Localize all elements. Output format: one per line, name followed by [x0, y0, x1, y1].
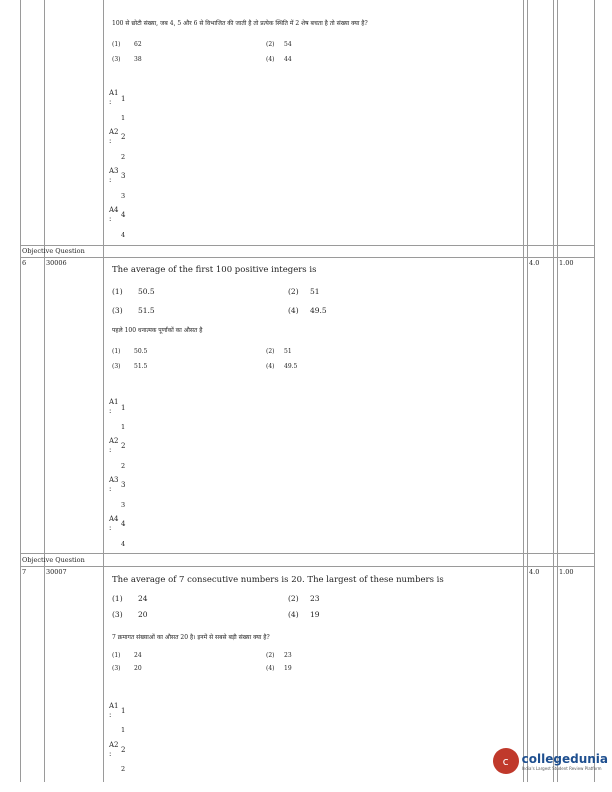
q6-answer-1-value: 1 — [121, 423, 126, 431]
option-number: (2) — [266, 348, 275, 355]
q6-answer-3-value: 3 — [121, 501, 126, 509]
option-number: (3) — [112, 665, 121, 672]
q7-answer-1-num: 1 — [121, 707, 126, 715]
option-value: 23 — [284, 652, 292, 659]
q7-answer-2-num: 2 — [121, 746, 126, 754]
option-number: (3) — [112, 306, 123, 315]
row-divider-q6-start — [20, 257, 594, 258]
q5-option-4 — [266, 56, 292, 63]
q7-answer-1-value: 1 — [121, 726, 126, 734]
q6-answer-4-colon: : — [109, 524, 112, 532]
q7-option-hi-1 — [112, 652, 142, 659]
q6-answer-1-num: 1 — [121, 404, 126, 412]
option-number: (4) — [266, 363, 275, 370]
option-value: 44 — [284, 56, 292, 63]
q7-question-id: 30007 — [46, 568, 67, 576]
option-value: 49.5 — [310, 306, 327, 315]
option-value: 51.5 — [138, 306, 155, 315]
col-border-sno — [44, 0, 45, 782]
q6-answer-2-label: A2 — [109, 437, 119, 445]
q7-question-english: The average of 7 consecutive numbers is 20. The largest of these numbers is — [112, 575, 444, 585]
q7-question-hindi: 7 क्रमागत संख्याओं का औसत 20 है। इनमें से सबसे बड़ी संख्या क्या है? — [112, 634, 270, 641]
q7-answer-1-label: A1 — [109, 702, 119, 710]
q7-answer-2-colon: : — [109, 750, 112, 758]
option-number: (1) — [112, 348, 121, 355]
option-number: (3) — [112, 610, 123, 619]
q5-option-1 — [112, 41, 142, 48]
option-number: (1) — [112, 41, 121, 48]
option-value: 24 — [138, 594, 148, 603]
q6-answer-2-colon: : — [109, 446, 112, 454]
col-border-right — [594, 0, 595, 782]
q5-answer-2-num: 2 — [121, 133, 126, 141]
option-number: (3) — [112, 363, 121, 370]
q6-answer-1-label: A1 — [109, 398, 119, 406]
q6-answer-2-num: 2 — [121, 442, 126, 450]
q7-answer-2-label: A2 — [109, 741, 119, 749]
q7-answer-1-colon: : — [109, 711, 112, 719]
option-value: 50.5 — [138, 287, 155, 296]
q5-answer-3-value: 3 — [121, 192, 126, 200]
col-border-qid — [103, 0, 104, 782]
q7-section-label: Objective Question — [22, 556, 85, 564]
q6-serial-number: 6 — [22, 259, 27, 267]
option-value: 38 — [134, 56, 142, 63]
q7-option-en-3 — [112, 610, 148, 619]
row-divider-q6-end — [20, 553, 594, 554]
q6-option-en-1 — [112, 287, 155, 296]
option-value: 49.5 — [284, 363, 298, 370]
q6-option-en-4 — [288, 306, 327, 315]
option-number: (4) — [266, 56, 275, 63]
q5-option-2 — [266, 41, 292, 48]
q6-option-hi-1 — [112, 348, 147, 355]
q7-option-hi-2 — [266, 652, 292, 659]
q5-option-3 — [112, 56, 142, 63]
option-number: (4) — [266, 665, 275, 672]
option-value: 51 — [310, 287, 320, 296]
option-number: (2) — [266, 652, 275, 659]
q6-question-hindi: पहले 100 धनात्मक पूर्णांकों का औसत है — [112, 327, 203, 334]
option-number: (2) — [288, 594, 299, 603]
q5-answer-3-label: A3 — [109, 167, 119, 175]
logo-tagline: India's Largest Student Review Platform — [521, 765, 602, 771]
q6-option-en-3 — [112, 306, 155, 315]
option-number: (2) — [288, 287, 299, 296]
option-value: 24 — [134, 652, 142, 659]
option-number: (1) — [112, 287, 123, 296]
option-value: 51.5 — [134, 363, 148, 370]
q5-answer-1-label — [109, 89, 119, 97]
q7-option-en-4 — [288, 610, 320, 619]
q5-answer-1-colon: : — [109, 98, 112, 106]
q6-option-en-2 — [288, 287, 320, 296]
option-number: (1) — [112, 652, 121, 659]
q6-answer-1-colon: : — [109, 407, 112, 415]
q6-negative-marks: 1.00 — [559, 259, 574, 267]
q6-option-hi-2 — [266, 348, 292, 355]
col-border-left — [20, 0, 21, 782]
q6-answer-3-num: 3 — [121, 481, 126, 489]
q6-question-english: The average of the first 100 positive integers is — [112, 265, 317, 275]
option-value: 20 — [138, 610, 148, 619]
q5-answer-2-value: 2 — [121, 153, 126, 161]
q7-marks: 4.0 — [529, 568, 540, 576]
q6-marks: 4.0 — [529, 259, 540, 267]
q5-answer-4-colon: : — [109, 215, 112, 223]
q5-answer-2-colon: : — [109, 137, 112, 145]
q6-option-hi-3 — [112, 363, 147, 370]
q7-serial-number: 7 — [22, 568, 27, 576]
q6-option-hi-4 — [266, 363, 297, 370]
option-value: 62 — [134, 41, 142, 48]
option-value: 20 — [134, 665, 142, 672]
graduate-mascot-icon: c — [493, 748, 519, 774]
q6-answer-2-value: 2 — [121, 462, 126, 470]
q7-option-en-2 — [288, 594, 320, 603]
q5-answer-3-colon: : — [109, 176, 112, 184]
q6-answer-3-colon: : — [109, 485, 112, 493]
option-value: 23 — [310, 594, 320, 603]
q5-question-hindi: 100 से छोटी संख्या, जब 4, 5 और 6 से विभाजित की जाती है तो प्रत्येक स्थिति में 2 शेष बचता है तो संख्या क्या है? — [112, 20, 368, 27]
option-number: (1) — [112, 594, 123, 603]
option-value: 19 — [284, 665, 292, 672]
option-number: (4) — [288, 610, 299, 619]
q5-answer-4-num: 4 — [121, 211, 126, 219]
option-value: 50.5 — [134, 348, 148, 355]
row-divider-q5-end — [20, 245, 594, 246]
q5-answer-1-num: 1 — [121, 95, 126, 103]
q5-answer-2-label: A2 — [109, 128, 119, 136]
answer-label: A1 — [109, 89, 119, 97]
col-border-marks-inner — [557, 0, 558, 782]
option-value: 54 — [284, 41, 292, 48]
col-border-question — [523, 0, 524, 782]
q7-negative-marks: 1.00 — [559, 568, 574, 576]
q7-option-hi-3 — [112, 665, 142, 672]
collegedunia-logo[interactable] — [493, 748, 608, 774]
q6-answer-4-value: 4 — [121, 540, 126, 548]
q6-answer-3-label: A3 — [109, 476, 119, 484]
q7-option-en-1 — [112, 594, 148, 603]
q7-option-hi-4 — [266, 665, 292, 672]
q6-section-label: Objective Question — [22, 247, 85, 255]
q6-answer-4-label: A4 — [109, 515, 119, 523]
option-number: (4) — [288, 306, 299, 315]
row-divider-q7-start — [20, 566, 594, 567]
option-number: (3) — [112, 56, 121, 63]
q5-answer-4-label: A4 — [109, 206, 119, 214]
logo-name: collegedunia — [521, 751, 608, 766]
q5-answer-3-num: 3 — [121, 172, 126, 180]
logo-text — [522, 752, 608, 771]
q6-answer-4-num: 4 — [121, 520, 126, 528]
q5-answer-4-value: 4 — [121, 231, 126, 239]
col-border-marks — [553, 0, 554, 782]
col-border-question-inner — [527, 0, 528, 782]
option-value: 19 — [310, 610, 320, 619]
q7-answer-2-value: 2 — [121, 765, 126, 773]
q6-question-id: 30006 — [46, 259, 67, 267]
option-number: (2) — [266, 41, 275, 48]
option-value: 51 — [284, 348, 292, 355]
q5-answer-1-value: 1 — [121, 114, 126, 122]
